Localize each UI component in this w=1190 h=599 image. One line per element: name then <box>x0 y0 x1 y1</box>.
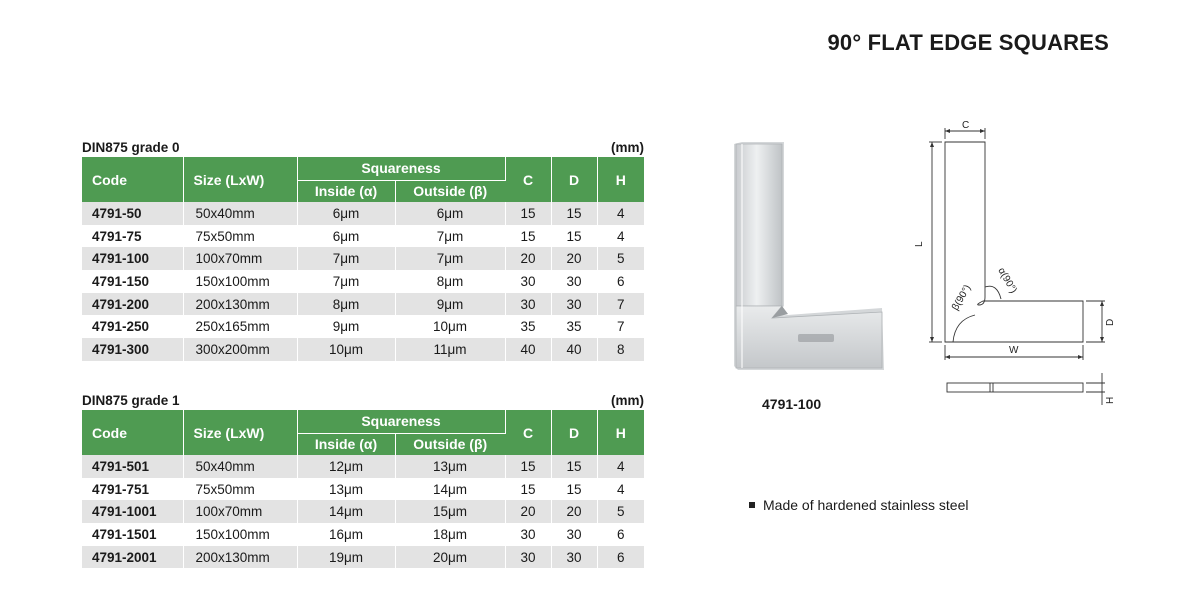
beta-arc <box>953 315 975 342</box>
cell-code: 4791-751 <box>82 478 183 501</box>
label-l: L <box>914 241 925 247</box>
cell-c: 15 <box>505 478 551 501</box>
col-d: D <box>551 157 597 202</box>
cell-inside: 8μm <box>297 293 395 316</box>
cell-d: 15 <box>551 478 597 501</box>
cell-outside: 8μm <box>395 270 505 293</box>
cell-code: 4791-150 <box>82 270 183 293</box>
cell-outside: 14μm <box>395 478 505 501</box>
cell-size: 50x40mm <box>183 455 297 478</box>
cell-outside: 15μm <box>395 500 505 523</box>
cell-h: 6 <box>597 270 644 293</box>
col-outside: Outside (β) <box>395 433 505 455</box>
cell-inside: 16μm <box>297 523 395 546</box>
cell-c: 30 <box>505 523 551 546</box>
cell-size: 200x130mm <box>183 293 297 316</box>
col-h: H <box>597 157 644 202</box>
cell-h: 4 <box>597 478 644 501</box>
cell-code: 4791-1501 <box>82 523 183 546</box>
label-c: C <box>962 120 970 131</box>
label-h: H <box>1105 396 1116 404</box>
cell-h: 6 <box>597 523 644 546</box>
cell-d: 35 <box>551 315 597 338</box>
table-row <box>82 478 644 501</box>
col-size: Size (LxW) <box>183 410 297 455</box>
cell-h: 4 <box>597 202 644 225</box>
table-row <box>82 455 644 478</box>
feature-note-text: Made of hardened stainless steel <box>763 497 969 513</box>
cell-h: 5 <box>597 247 644 270</box>
alpha-arc <box>985 286 1001 299</box>
side-view <box>947 383 1083 392</box>
table-row <box>82 247 644 270</box>
label-alpha: α(90°) <box>995 266 1019 296</box>
table-row <box>82 315 644 338</box>
cell-inside: 12μm <box>297 455 395 478</box>
cell-inside: 7μm <box>297 247 395 270</box>
cell-inside: 7μm <box>297 270 395 293</box>
col-d: D <box>551 410 597 455</box>
bullet-icon <box>749 502 755 508</box>
cell-c: 15 <box>505 202 551 225</box>
cell-outside: 7μm <box>395 225 505 248</box>
grade0-section <box>82 139 644 361</box>
table-row <box>82 293 644 316</box>
cell-c: 15 <box>505 225 551 248</box>
table-row <box>82 546 644 569</box>
table-row <box>82 338 644 361</box>
cell-c: 30 <box>505 546 551 569</box>
table-row <box>82 202 644 225</box>
grade1-section <box>82 392 644 568</box>
cell-size: 150x100mm <box>183 523 297 546</box>
table-row <box>82 500 644 523</box>
cell-size: 75x50mm <box>183 225 297 248</box>
cell-h: 7 <box>597 315 644 338</box>
cell-d: 15 <box>551 225 597 248</box>
col-code: Code <box>82 157 183 202</box>
cell-code: 4791-300 <box>82 338 183 361</box>
cell-code: 4791-100 <box>82 247 183 270</box>
cell-size: 75x50mm <box>183 478 297 501</box>
grade1-unit: (mm) <box>611 393 644 408</box>
cell-outside: 9μm <box>395 293 505 316</box>
cell-d: 30 <box>551 523 597 546</box>
col-h: H <box>597 410 644 455</box>
table-row <box>82 225 644 248</box>
square-outline <box>945 142 1083 342</box>
cell-h: 6 <box>597 546 644 569</box>
label-w: W <box>1009 345 1019 356</box>
cell-code: 4791-50 <box>82 202 183 225</box>
label-d: D <box>1105 318 1116 326</box>
grade1-rows <box>82 455 644 568</box>
cell-code: 4791-250 <box>82 315 183 338</box>
cell-inside: 14μm <box>297 500 395 523</box>
cell-inside: 10μm <box>297 338 395 361</box>
cell-c: 35 <box>505 315 551 338</box>
cell-d: 20 <box>551 500 597 523</box>
grade1-table <box>82 410 644 568</box>
cell-d: 20 <box>551 247 597 270</box>
cell-size: 100x70mm <box>183 500 297 523</box>
cell-c: 20 <box>505 500 551 523</box>
product-photo <box>732 140 886 372</box>
cell-outside: 7μm <box>395 247 505 270</box>
cell-size: 300x200mm <box>183 338 297 361</box>
cell-h: 4 <box>597 225 644 248</box>
insize-logo-engraving <box>798 334 834 342</box>
table-row <box>82 523 644 546</box>
cell-inside: 19μm <box>297 546 395 569</box>
grade0-title: DIN875 grade 0 <box>82 140 180 155</box>
col-outside: Outside (β) <box>395 180 505 202</box>
grade0-unit: (mm) <box>611 140 644 155</box>
cell-inside: 13μm <box>297 478 395 501</box>
cell-size: 150x100mm <box>183 270 297 293</box>
table-row <box>82 270 644 293</box>
grade1-heading <box>82 392 644 410</box>
cell-inside: 6μm <box>297 202 395 225</box>
cell-outside: 13μm <box>395 455 505 478</box>
cell-d: 30 <box>551 546 597 569</box>
cell-d: 30 <box>551 270 597 293</box>
cell-h: 8 <box>597 338 644 361</box>
cell-size: 50x40mm <box>183 202 297 225</box>
cell-code: 4791-501 <box>82 455 183 478</box>
cell-inside: 6μm <box>297 225 395 248</box>
cell-c: 40 <box>505 338 551 361</box>
cell-d: 15 <box>551 455 597 478</box>
cell-c: 20 <box>505 247 551 270</box>
cell-h: 4 <box>597 455 644 478</box>
cell-outside: 6μm <box>395 202 505 225</box>
cell-d: 30 <box>551 293 597 316</box>
grade0-rows <box>82 202 644 361</box>
grade1-title: DIN875 grade 1 <box>82 393 180 408</box>
col-squareness: Squareness <box>297 410 505 433</box>
cell-d: 40 <box>551 338 597 361</box>
grade0-table <box>82 157 644 361</box>
cell-c: 30 <box>505 293 551 316</box>
dimension-drawing <box>905 115 1120 415</box>
cell-c: 30 <box>505 270 551 293</box>
cell-outside: 20μm <box>395 546 505 569</box>
cell-size: 250x165mm <box>183 315 297 338</box>
cell-code: 4791-2001 <box>82 546 183 569</box>
col-c: C <box>505 410 551 455</box>
cell-size: 100x70mm <box>183 247 297 270</box>
feature-note <box>749 497 968 513</box>
cell-h: 7 <box>597 293 644 316</box>
label-beta: β(90°) <box>950 283 974 313</box>
cell-outside: 10μm <box>395 315 505 338</box>
col-c: C <box>505 157 551 202</box>
cell-d: 15 <box>551 202 597 225</box>
col-code: Code <box>82 410 183 455</box>
cell-code: 4791-200 <box>82 293 183 316</box>
cell-code: 4791-1001 <box>82 500 183 523</box>
cell-outside: 11μm <box>395 338 505 361</box>
grade0-heading <box>82 139 644 157</box>
cell-c: 15 <box>505 455 551 478</box>
page-title: 90° FLAT EDGE SQUARES <box>827 30 1109 55</box>
cell-h: 5 <box>597 500 644 523</box>
col-squareness: Squareness <box>297 157 505 180</box>
photo-caption: 4791-100 <box>762 396 822 412</box>
cell-size: 200x130mm <box>183 546 297 569</box>
cell-inside: 9μm <box>297 315 395 338</box>
col-inside: Inside (α) <box>297 433 395 455</box>
cell-code: 4791-75 <box>82 225 183 248</box>
col-inside: Inside (α) <box>297 180 395 202</box>
col-size: Size (LxW) <box>183 157 297 202</box>
cell-outside: 18μm <box>395 523 505 546</box>
